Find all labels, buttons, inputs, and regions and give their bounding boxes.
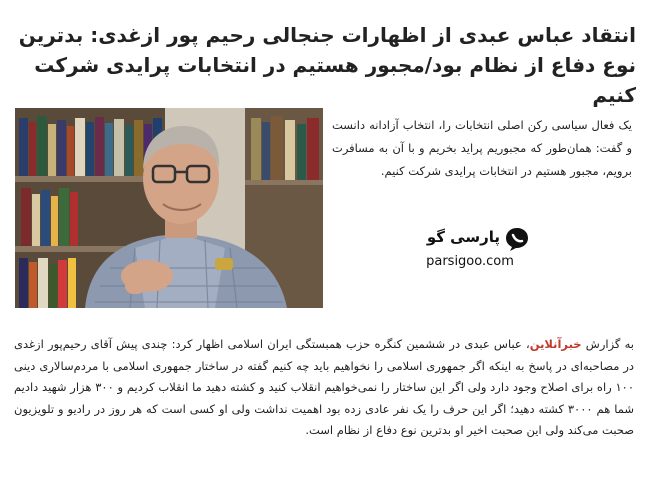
article-lead: یک فعال سیاسی رکن اصلی انتخابات را، انتخاب آزادانه دانست و گفت: همان‌طور که مجبوریم پراید بخریم و با آن به مسافرت برویم، مجبور هستیم در انتخابات پرایدی شرکت کنیم. — [332, 118, 632, 178]
article-body — [14, 334, 634, 442]
speech-bubble-logo-icon — [504, 226, 530, 252]
body-rest: ، عباس عبدی در ششمین کنگره حزب همبستگی ایران اسلامی اظهار کرد: چندی پیش آقای رحیم‌پور ازغدی در مصاحبه‌ای در پاسخ به اینکه اگر جمهوری اسلامی را نخواهیم باید چه کنیم گفته در ساختار جمهوری اسلامی با مردم‌سالاری دینی ۱۰۰ راه برای اصلاح وجود دارد ولی اگر این ساختار را نمی‌خواهیم انقلاب کنید و کشته دهید ما انقلاب کردیم و ۳۰۰ هزار شهید دادیم شما هم ۳۰۰۰ کشته دهید؛ اگر این حرف را یک نفر عادی زده بود اهمیت نداشت ولی او کسی است که هر روز در رادیو و تلویزیون صحبت می‌کند ولی این صحبت اخیر او بدترین نوع دفاع از نظام است. — [14, 337, 635, 437]
watermark-title: پارسی گو — [426, 228, 500, 246]
watermark-domain: parsigoo.com — [426, 254, 514, 269]
body-prefix: به گزارش — [581, 337, 634, 351]
article-headline: انتقاد عباس عبدی از اظهارات جنجالی رحیم پور ازغدی: بدترین نوع دفاع از نظام بود/مجبور هستیم در انتخابات پرایدی شرکت کنیم — [18, 23, 636, 107]
source-link[interactable]: خبرآنلاین — [529, 337, 582, 351]
photo-illustration — [15, 108, 323, 308]
article-photo — [15, 108, 323, 308]
parsigoo-watermark — [408, 226, 532, 276]
